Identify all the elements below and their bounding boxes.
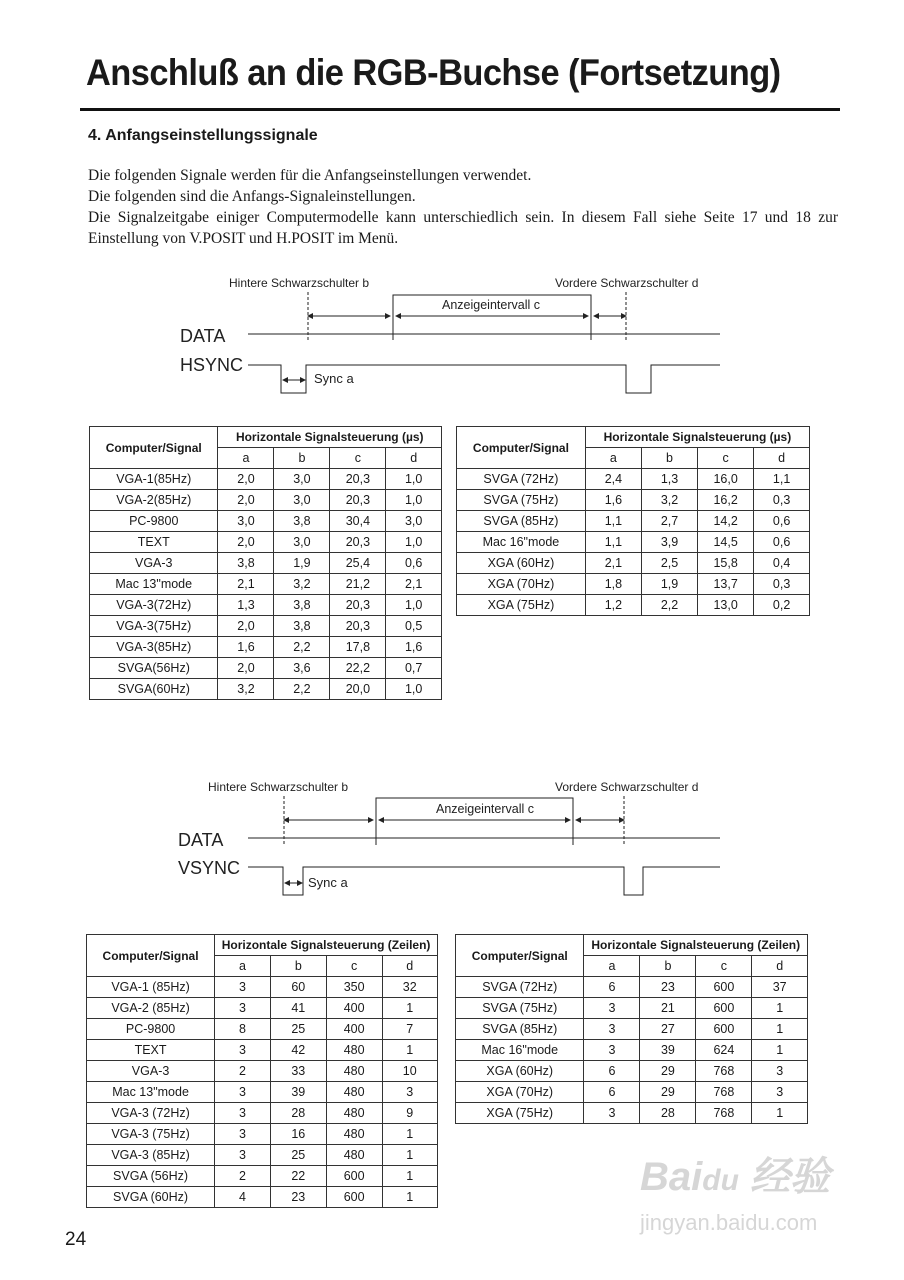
column-header-d: d <box>382 956 437 977</box>
page-number: 24 <box>65 1229 87 1250</box>
value-cell-d: 1 <box>752 998 808 1019</box>
watermark-url: jingyan.baidu.com <box>640 1210 818 1235</box>
signal-name-cell: SVGA (72Hz) <box>457 469 586 490</box>
column-header-a: a <box>215 956 271 977</box>
value-cell-b: 29 <box>640 1082 696 1103</box>
table-row <box>90 616 442 637</box>
table-row <box>456 1019 808 1040</box>
value-cell-a: 3,0 <box>218 511 274 532</box>
value-cell-b: 42 <box>270 1040 326 1061</box>
value-cell-b: 2,5 <box>641 553 697 574</box>
value-cell-a: 2,4 <box>585 469 641 490</box>
column-header-a: a <box>584 956 640 977</box>
data-signal-label: DATA <box>180 326 226 346</box>
signal-name-cell: PC-9800 <box>87 1019 215 1040</box>
column-header-b: b <box>270 956 326 977</box>
value-cell-a: 3,2 <box>218 679 274 700</box>
table-row <box>90 469 442 490</box>
column-header-c: c <box>326 956 382 977</box>
value-cell-a: 3 <box>215 977 271 998</box>
table-row <box>87 1019 438 1040</box>
table-row <box>87 1124 438 1145</box>
column-header-computer-signal: Computer/Signal <box>457 427 586 469</box>
signal-name-cell: SVGA (75Hz) <box>456 998 584 1019</box>
value-cell-c: 600 <box>696 977 752 998</box>
value-cell-a: 3 <box>215 1103 271 1124</box>
value-cell-d: 0,3 <box>754 574 810 595</box>
hsync-timing-table-1 <box>89 426 442 700</box>
value-cell-b: 60 <box>270 977 326 998</box>
value-cell-c: 600 <box>696 998 752 1019</box>
value-cell-a: 3 <box>584 998 640 1019</box>
value-cell-d: 32 <box>382 977 437 998</box>
value-cell-c: 20,3 <box>330 616 386 637</box>
column-group-header: Horizontale Signalsteuerung (Zeilen) <box>215 935 438 956</box>
section-heading: 4. Anfangseinstellungssignale <box>88 127 318 144</box>
value-cell-a: 1,6 <box>585 490 641 511</box>
table-row <box>90 595 442 616</box>
sync-a-label: Sync a <box>308 875 348 890</box>
value-cell-c: 350 <box>326 977 382 998</box>
value-cell-c: 480 <box>326 1103 382 1124</box>
value-cell-d: 1 <box>382 1145 437 1166</box>
value-cell-d: 1 <box>382 1040 437 1061</box>
value-cell-c: 13,0 <box>698 595 754 616</box>
value-cell-c: 13,7 <box>698 574 754 595</box>
value-cell-b: 33 <box>270 1061 326 1082</box>
sync-signal-label: VSYNC <box>178 858 241 878</box>
signal-name-cell: XGA (70Hz) <box>456 1082 584 1103</box>
table-row <box>457 511 810 532</box>
value-cell-b: 3,0 <box>274 469 330 490</box>
value-cell-d: 0,7 <box>386 658 442 679</box>
value-cell-c: 16,0 <box>698 469 754 490</box>
value-cell-c: 25,4 <box>330 553 386 574</box>
signal-name-cell: Mac 16"mode <box>457 532 586 553</box>
signal-name-cell: SVGA (75Hz) <box>457 490 586 511</box>
value-cell-c: 20,3 <box>330 595 386 616</box>
value-cell-d: 1 <box>752 1103 808 1124</box>
value-cell-a: 8 <box>215 1019 271 1040</box>
signal-name-cell: XGA (70Hz) <box>457 574 586 595</box>
value-cell-c: 480 <box>326 1082 382 1103</box>
value-cell-c: 768 <box>696 1061 752 1082</box>
table-row <box>457 595 810 616</box>
value-cell-c: 624 <box>696 1040 752 1061</box>
table-row <box>457 553 810 574</box>
data-signal-label: DATA <box>178 830 224 850</box>
back-porch-label: Hintere Schwarzschulter b <box>208 780 349 794</box>
value-cell-d: 0,6 <box>386 553 442 574</box>
column-header-b: b <box>640 956 696 977</box>
value-cell-a: 3 <box>215 998 271 1019</box>
value-cell-d: 3 <box>382 1082 437 1103</box>
column-header-d: d <box>386 448 442 469</box>
signal-name-cell: VGA-3(75Hz) <box>90 616 218 637</box>
value-cell-b: 3,8 <box>274 511 330 532</box>
page-title: Anschluß an die RGB-Buchse (Fortsetzung) <box>86 52 781 93</box>
vsync-timing-table-1 <box>86 934 438 1208</box>
value-cell-a: 2,0 <box>218 616 274 637</box>
value-cell-a: 3 <box>215 1145 271 1166</box>
value-cell-d: 1,0 <box>386 490 442 511</box>
table-row <box>87 1040 438 1061</box>
column-header-a: a <box>585 448 641 469</box>
signal-name-cell: TEXT <box>87 1040 215 1061</box>
value-cell-b: 39 <box>270 1082 326 1103</box>
value-cell-d: 10 <box>382 1061 437 1082</box>
table-row <box>90 679 442 700</box>
table-header-row <box>90 427 442 448</box>
signal-name-cell: VGA-3 (75Hz) <box>87 1124 215 1145</box>
signal-name-cell: PC-9800 <box>90 511 218 532</box>
value-cell-d: 37 <box>752 977 808 998</box>
back-porch-label: Hintere Schwarzschulter b <box>229 276 370 290</box>
value-cell-a: 1,1 <box>585 511 641 532</box>
value-cell-b: 16 <box>270 1124 326 1145</box>
value-cell-b: 28 <box>270 1103 326 1124</box>
value-cell-b: 23 <box>270 1187 326 1208</box>
value-cell-d: 3 <box>752 1082 808 1103</box>
value-cell-d: 1 <box>752 1040 808 1061</box>
table-row <box>90 658 442 679</box>
value-cell-d: 2,1 <box>386 574 442 595</box>
signal-name-cell: Mac 13"mode <box>90 574 218 595</box>
value-cell-a: 6 <box>584 1061 640 1082</box>
sync-signal-label: HSYNC <box>180 355 244 375</box>
value-cell-a: 3 <box>584 1103 640 1124</box>
display-interval-label: Anzeigeintervall c <box>436 802 534 816</box>
vsync-timing-table-2 <box>455 934 808 1124</box>
value-cell-b: 29 <box>640 1061 696 1082</box>
value-cell-a: 2,0 <box>218 658 274 679</box>
value-cell-b: 3,2 <box>274 574 330 595</box>
value-cell-d: 0,4 <box>754 553 810 574</box>
value-cell-d: 0,5 <box>386 616 442 637</box>
table-row <box>456 1082 808 1103</box>
value-cell-d: 3 <box>752 1061 808 1082</box>
value-cell-b: 3,8 <box>274 616 330 637</box>
column-group-header: Horizontale Signalsteuerung (Zeilen) <box>584 935 808 956</box>
value-cell-d: 0,3 <box>754 490 810 511</box>
column-header-computer-signal: Computer/Signal <box>90 427 218 469</box>
value-cell-b: 22 <box>270 1166 326 1187</box>
vsync-timing-diagram <box>0 760 904 910</box>
hsync-timing-table-2 <box>456 426 810 616</box>
signal-name-cell: VGA-3(72Hz) <box>90 595 218 616</box>
value-cell-d: 3,0 <box>386 511 442 532</box>
value-cell-a: 2,1 <box>585 553 641 574</box>
value-cell-b: 27 <box>640 1019 696 1040</box>
signal-name-cell: XGA (75Hz) <box>456 1103 584 1124</box>
column-header-computer-signal: Computer/Signal <box>87 935 215 977</box>
column-header-b: b <box>274 448 330 469</box>
signal-name-cell: XGA (60Hz) <box>457 553 586 574</box>
value-cell-b: 25 <box>270 1145 326 1166</box>
value-cell-c: 20,3 <box>330 532 386 553</box>
signal-name-cell: TEXT <box>90 532 218 553</box>
value-cell-d: 0,2 <box>754 595 810 616</box>
value-cell-b: 25 <box>270 1019 326 1040</box>
value-cell-b: 2,2 <box>274 679 330 700</box>
signal-name-cell: VGA-3 (85Hz) <box>87 1145 215 1166</box>
table-row <box>456 998 808 1019</box>
table-row <box>87 1166 438 1187</box>
value-cell-a: 1,6 <box>218 637 274 658</box>
value-cell-c: 30,4 <box>330 511 386 532</box>
value-cell-b: 41 <box>270 998 326 1019</box>
table-row <box>90 637 442 658</box>
value-cell-c: 480 <box>326 1040 382 1061</box>
signal-name-cell: VGA-1(85Hz) <box>90 469 218 490</box>
signal-name-cell: VGA-3 (72Hz) <box>87 1103 215 1124</box>
value-cell-b: 2,2 <box>641 595 697 616</box>
value-cell-d: 9 <box>382 1103 437 1124</box>
value-cell-c: 17,8 <box>330 637 386 658</box>
signal-name-cell: Mac 16"mode <box>456 1040 584 1061</box>
value-cell-d: 1,0 <box>386 532 442 553</box>
value-cell-c: 20,3 <box>330 469 386 490</box>
value-cell-d: 1 <box>752 1019 808 1040</box>
table-row <box>90 490 442 511</box>
table-row <box>457 532 810 553</box>
column-header-d: d <box>754 448 810 469</box>
value-cell-a: 6 <box>584 977 640 998</box>
value-cell-b: 3,8 <box>274 595 330 616</box>
value-cell-c: 14,5 <box>698 532 754 553</box>
signal-name-cell: VGA-2 (85Hz) <box>87 998 215 1019</box>
column-header-computer-signal: Computer/Signal <box>456 935 584 977</box>
column-header-c: c <box>330 448 386 469</box>
table-row <box>87 998 438 1019</box>
value-cell-a: 4 <box>215 1187 271 1208</box>
table-header-row <box>456 935 808 956</box>
value-cell-b: 1,3 <box>641 469 697 490</box>
value-cell-d: 1,6 <box>386 637 442 658</box>
value-cell-d: 1,1 <box>754 469 810 490</box>
column-header-c: c <box>698 448 754 469</box>
display-interval-label: Anzeigeintervall c <box>442 298 540 312</box>
table-row <box>90 532 442 553</box>
value-cell-d: 1 <box>382 1187 437 1208</box>
signal-name-cell: SVGA (72Hz) <box>456 977 584 998</box>
signal-name-cell: XGA (75Hz) <box>457 595 586 616</box>
value-cell-a: 2 <box>215 1061 271 1082</box>
value-cell-c: 22,2 <box>330 658 386 679</box>
value-cell-a: 3 <box>215 1082 271 1103</box>
table-row <box>456 1061 808 1082</box>
table-row <box>456 1040 808 1061</box>
value-cell-b: 21 <box>640 998 696 1019</box>
value-cell-d: 1,0 <box>386 595 442 616</box>
value-cell-c: 600 <box>326 1166 382 1187</box>
value-cell-c: 400 <box>326 998 382 1019</box>
intro-line: Die folgenden Signale werden für die Anfangseinstellungen verwendet. <box>88 167 532 184</box>
value-cell-c: 600 <box>696 1019 752 1040</box>
signal-name-cell: VGA-3 <box>90 553 218 574</box>
column-header-a: a <box>218 448 274 469</box>
signal-name-cell: SVGA (85Hz) <box>457 511 586 532</box>
value-cell-b: 23 <box>640 977 696 998</box>
value-cell-a: 1,1 <box>585 532 641 553</box>
value-cell-d: 0,6 <box>754 511 810 532</box>
value-cell-b: 3,0 <box>274 532 330 553</box>
table-row <box>456 1103 808 1124</box>
value-cell-a: 2 <box>215 1166 271 1187</box>
value-cell-a: 3 <box>584 1040 640 1061</box>
signal-name-cell: SVGA (56Hz) <box>87 1166 215 1187</box>
table-row <box>87 1061 438 1082</box>
table-row <box>90 511 442 532</box>
value-cell-b: 2,7 <box>641 511 697 532</box>
table-header-row <box>457 427 810 448</box>
table-row <box>90 574 442 595</box>
value-cell-c: 14,2 <box>698 511 754 532</box>
table-row <box>90 553 442 574</box>
column-header-c: c <box>696 956 752 977</box>
value-cell-a: 3,8 <box>218 553 274 574</box>
value-cell-a: 3 <box>215 1124 271 1145</box>
value-cell-c: 15,8 <box>698 553 754 574</box>
table-header-row <box>87 935 438 956</box>
signal-name-cell: SVGA(60Hz) <box>90 679 218 700</box>
value-cell-a: 2,1 <box>218 574 274 595</box>
value-cell-c: 480 <box>326 1124 382 1145</box>
value-cell-b: 3,6 <box>274 658 330 679</box>
value-cell-b: 1,9 <box>274 553 330 574</box>
value-cell-d: 1 <box>382 998 437 1019</box>
value-cell-b: 28 <box>640 1103 696 1124</box>
value-cell-b: 3,2 <box>641 490 697 511</box>
table-row <box>87 1082 438 1103</box>
value-cell-c: 768 <box>696 1103 752 1124</box>
table-row <box>456 977 808 998</box>
value-cell-c: 600 <box>326 1187 382 1208</box>
value-cell-b: 1,9 <box>641 574 697 595</box>
signal-name-cell: SVGA(56Hz) <box>90 658 218 679</box>
table-row <box>457 469 810 490</box>
value-cell-d: 1,0 <box>386 469 442 490</box>
signal-name-cell: VGA-3(85Hz) <box>90 637 218 658</box>
intro-line: Die folgenden sind die Anfangs-Signaleinstellungen. <box>88 188 416 205</box>
value-cell-b: 2,2 <box>274 637 330 658</box>
signal-name-cell: VGA-1 (85Hz) <box>87 977 215 998</box>
value-cell-c: 21,2 <box>330 574 386 595</box>
value-cell-d: 7 <box>382 1019 437 1040</box>
table-row <box>87 977 438 998</box>
value-cell-c: 768 <box>696 1082 752 1103</box>
column-group-header: Horizontale Signalsteuerung (µs) <box>585 427 809 448</box>
baidu-watermark-logo: Baidu 经验 <box>640 1155 831 1199</box>
signal-name-cell: VGA-3 <box>87 1061 215 1082</box>
value-cell-d: 0,6 <box>754 532 810 553</box>
signal-name-cell: XGA (60Hz) <box>456 1061 584 1082</box>
value-cell-a: 3 <box>215 1040 271 1061</box>
value-cell-c: 16,2 <box>698 490 754 511</box>
front-porch-label: Vordere Schwarzschulter d <box>555 780 699 794</box>
column-header-b: b <box>641 448 697 469</box>
value-cell-a: 6 <box>584 1082 640 1103</box>
table-row <box>87 1103 438 1124</box>
value-cell-c: 20,0 <box>330 679 386 700</box>
table-row <box>87 1187 438 1208</box>
column-group-header: Horizontale Signalsteuerung (µs) <box>218 427 442 448</box>
signal-name-cell: SVGA (60Hz) <box>87 1187 215 1208</box>
value-cell-a: 1,8 <box>585 574 641 595</box>
value-cell-d: 1 <box>382 1166 437 1187</box>
value-cell-a: 2,0 <box>218 490 274 511</box>
table-row <box>457 574 810 595</box>
value-cell-b: 3,0 <box>274 490 330 511</box>
value-cell-c: 480 <box>326 1061 382 1082</box>
value-cell-d: 1,0 <box>386 679 442 700</box>
value-cell-a: 2,0 <box>218 532 274 553</box>
signal-name-cell: Mac 13"mode <box>87 1082 215 1103</box>
table-row <box>457 490 810 511</box>
value-cell-d: 1 <box>382 1124 437 1145</box>
value-cell-c: 480 <box>326 1145 382 1166</box>
sync-a-label: Sync a <box>314 371 354 386</box>
value-cell-a: 1,2 <box>585 595 641 616</box>
hsync-timing-diagram <box>0 0 904 420</box>
value-cell-a: 3 <box>584 1019 640 1040</box>
value-cell-a: 1,3 <box>218 595 274 616</box>
value-cell-c: 400 <box>326 1019 382 1040</box>
intro-line: Die Signalzeitgabe einiger Computermodelle kann unterschiedlich sein. In diesem Fall siehe Seite 17 und 18 zur Einstellung von V.POSIT und H.POSIT im Menü. <box>88 209 838 247</box>
column-header-d: d <box>752 956 808 977</box>
front-porch-label: Vordere Schwarzschulter d <box>555 276 699 290</box>
value-cell-c: 20,3 <box>330 490 386 511</box>
signal-name-cell: SVGA (85Hz) <box>456 1019 584 1040</box>
table-row <box>87 1145 438 1166</box>
value-cell-b: 39 <box>640 1040 696 1061</box>
value-cell-a: 2,0 <box>218 469 274 490</box>
signal-name-cell: VGA-2(85Hz) <box>90 490 218 511</box>
value-cell-b: 3,9 <box>641 532 697 553</box>
